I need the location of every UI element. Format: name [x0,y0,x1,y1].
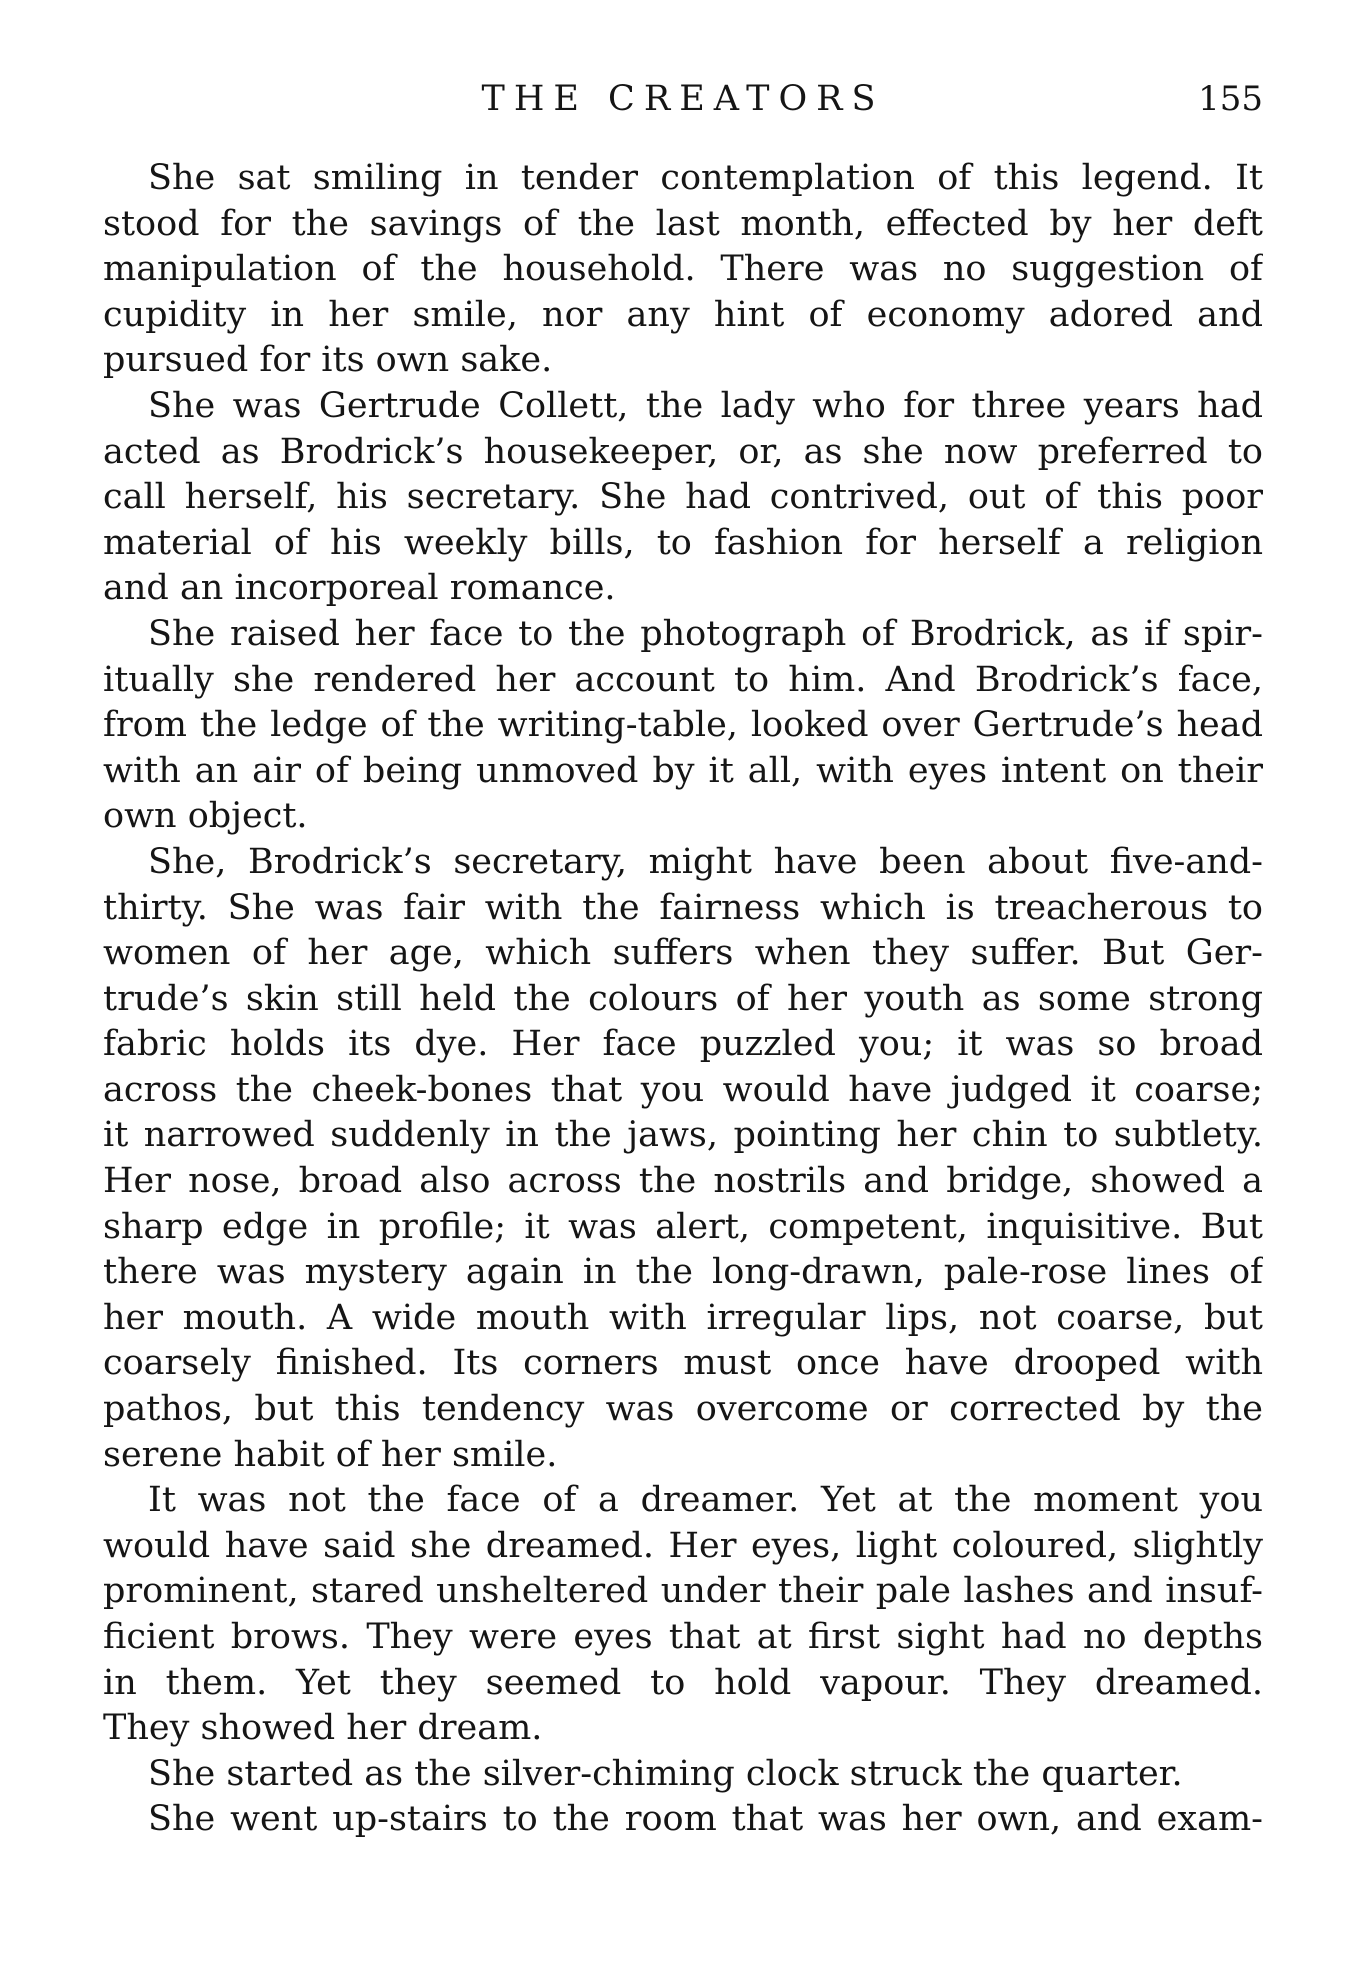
text-line: manipulation of the household. There was no suggestion of [103,249,1263,290]
text-line: cupidity in her smile, nor any hint of economy adored and [103,294,1263,335]
text-line: coarsely finished. Its corners must once have drooped with [103,1343,1263,1384]
body-text [103,156,1263,1843]
text-line: ficient brows. They were eyes that at first sight had no depths [103,1617,1263,1657]
paragraph [103,840,1263,1478]
paragraph [103,612,1263,840]
text-line: call herself, his secretary. She had contrived, out of this poor [103,477,1263,518]
text-line: trude’s skin still held the colours of her youth as some strong [103,978,1263,1019]
text-line: fabric holds its dye. Her face puzzled you; it was so broad [103,1024,1263,1065]
paragraph [103,1797,1263,1843]
text-line: prominent, stared unsheltered under their pale lashes and insuf- [103,1571,1263,1612]
text-line: material of his weekly bills, to fashion for herself a religion [103,522,1263,563]
text-line: it narrowed suddenly in the jaws, pointing her chin to subtlety. [103,1115,1263,1156]
text-line: across the cheek-bones that you would have judged it coarse; [103,1069,1263,1110]
paragraph [103,1752,1263,1798]
text-line: her mouth. A wide mouth with irregular lips, not coarse, but [103,1297,1263,1338]
text-line: Her nose, broad also across the nostrils and bridge, showed a [103,1161,1263,1202]
text-line: pathos, but this tendency was overcome or corrected by the [103,1389,1263,1430]
paragraph [103,156,1263,384]
text-line: serene habit of her smile. [103,1434,558,1475]
text-line: She was Gertrude Collett, the lady who for three years had [148,385,1263,426]
paragraph [103,384,1263,612]
text-line: and an incorporeal romance. [103,568,616,609]
text-line: She, Brodrick’s secretary, might have been about five-and- [148,841,1263,882]
running-title: THE CREATORS [481,79,885,119]
text-line: own object. [103,796,308,837]
text-line: from the ledge of the writing-table, looked over Gertrude’s head [103,705,1263,746]
text-line: there was mystery again in the long-drawn, pale-rose lines of [103,1252,1263,1293]
text-line: She sat smiling in tender contemplation of this legend. It [148,158,1263,198]
text-line: She raised her face to the photograph of Brodrick, as if spir- [148,613,1263,654]
text-line: would have said she dreamed. Her eyes, light coloured, slightly [103,1525,1263,1566]
text-line: They showed her dream. [103,1708,543,1749]
text-line: She started as the silver-chiming clock struck the quarter. [148,1753,1183,1794]
text-line: She went up-stairs to the room that was her own, and exam- [148,1799,1263,1840]
text-line: itually she rendered her account to him. And Brodrick’s face, [103,659,1263,700]
text-line: acted as Brodrick’s housekeeper, or, as she now preferred to [103,431,1263,472]
running-head [103,74,1263,124]
text-line: women of her age, which suffers when they suffer. But Ger- [103,933,1263,974]
text-line: thirty. She was fair with the fairness which is treacherous to [103,887,1263,928]
text-line: stood for the savings of the last month, effected by her deft [103,203,1263,244]
text-line: It was not the face of a dreamer. Yet at the moment you [148,1480,1263,1521]
paragraph [103,1478,1263,1752]
text-line: with an air of being unmoved by it all, with eyes intent on their [103,750,1263,791]
text-line: sharp edge in profile; it was alert, competent, inquisitive. But [103,1206,1263,1247]
text-line: pursued for its own sake. [103,340,553,381]
page-number: 155 [1198,79,1263,119]
text-line: in them. Yet they seemed to hold vapour. They dreamed. [103,1662,1263,1703]
